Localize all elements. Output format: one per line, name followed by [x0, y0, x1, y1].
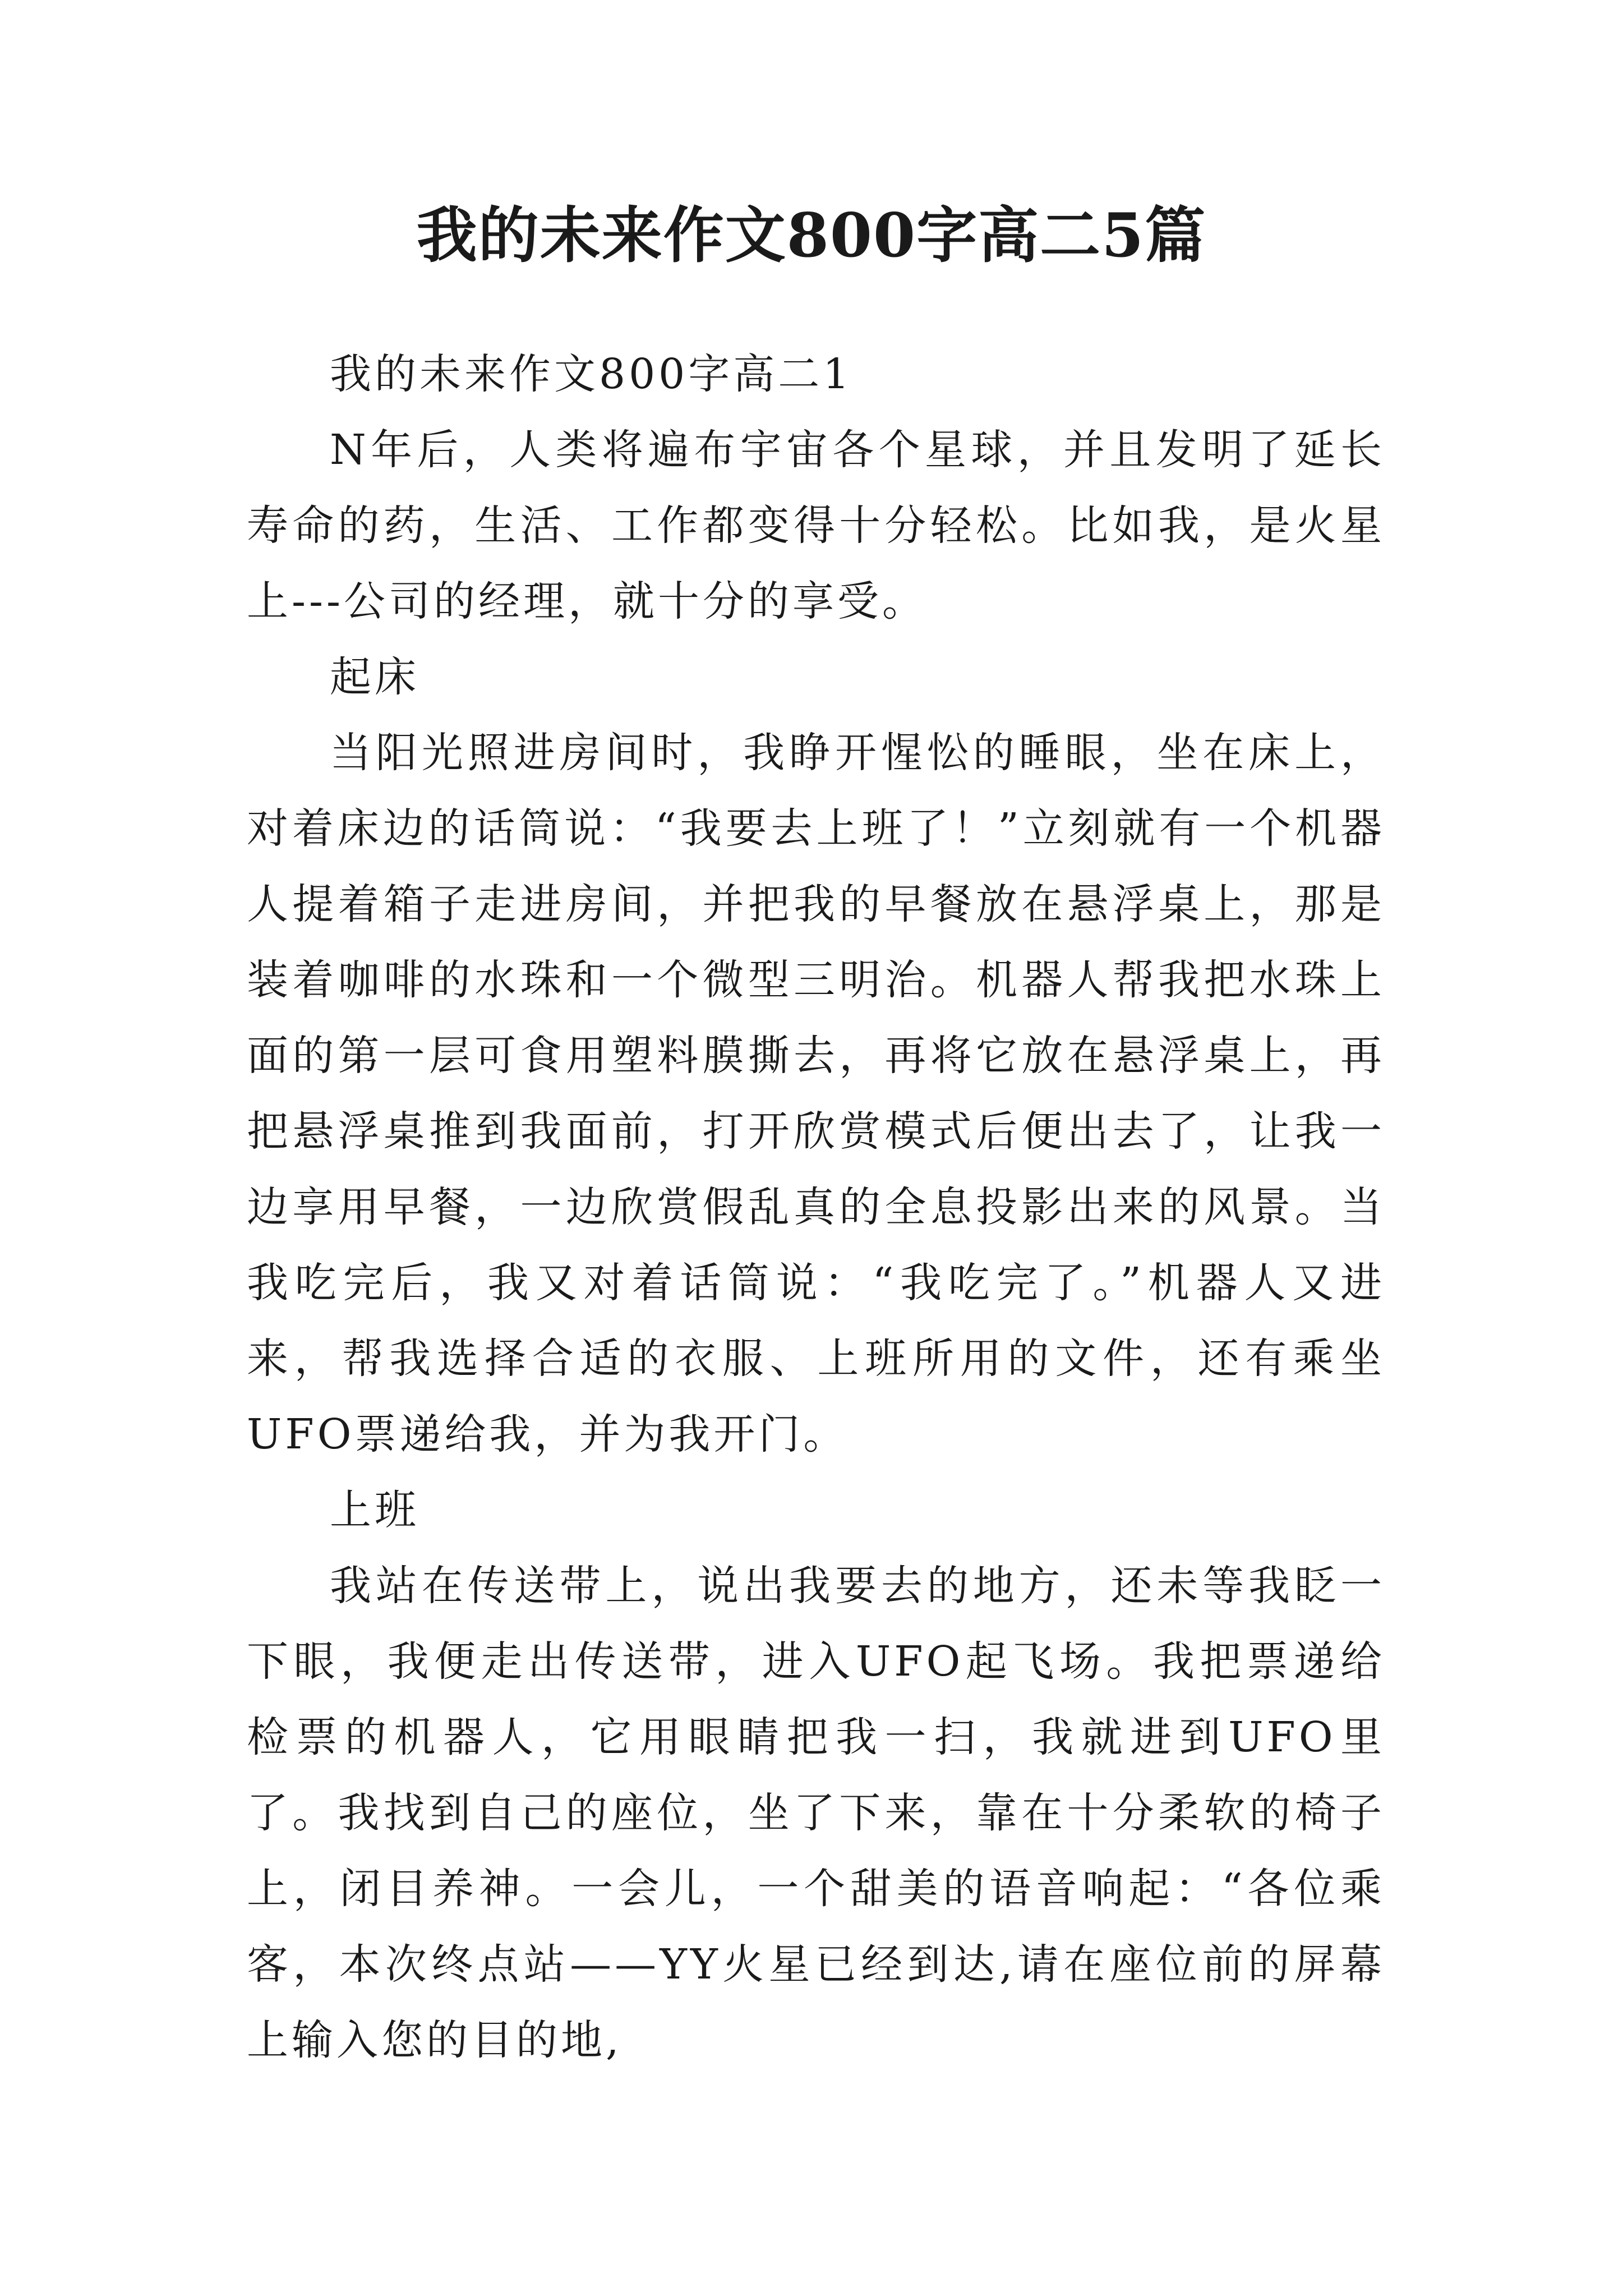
document-body	[247, 337, 1385, 2078]
document-title: 我的未来作文800字高二5篇	[416, 200, 1207, 271]
paragraph-wake-up: 当阳光照进房间时，我睁开惺忪的睡眼，坐在床上，对着床边的话筒说：“我要去上班了！”立刻就有一个机器人提着箱子走进房间，并把我的早餐放在悬浮桌上，那是装着咖啡的水珠和一个微型三明治。机器人帮我把水珠上面的第一层可食用塑料膜撕去，再将它放在悬浮桌上，再把悬浮桌推到我面前，打开欣赏模式后便出去了，让我一边享用早餐，一边欣赏假乱真的全息投影出来的风景。当我吃完后，我又对着话筒说：“我吃完了。”机器人又进来，帮我选择合适的衣服、上班所用的文件，还有乘坐UFO票递给我，并为我开门。	[247, 729, 1385, 1458]
paragraph-intro: N年后，人类将遍布宇宙各个星球，并且发明了延长寿命的药，生活、工作都变得十分轻松。比如我，是火星上---公司的经理，就十分的享受。	[247, 426, 1385, 625]
section-heading-wake-up: 起床	[330, 653, 419, 701]
paragraph-subtitle: 我的未来作文800字高二1	[330, 350, 853, 398]
section-heading-go-to-work: 上班	[330, 1486, 419, 1534]
paragraph-go-to-work: 我站在传送带上，说出我要去的地方，还未等我眨一下眼，我便走出传送带，进入UFO起飞场。我把票递给检票的机器人，它用眼睛把我一扫，我就进到UFO里了。我找到自己的座位，坐了下来，靠在十分柔软的椅子上，闭目养神。一会儿，一个甜美的语音响起：“各位乘客，本次终点站——YY火星已经到达,请在座位前的屏幕上输入您的目的地,	[247, 1562, 1385, 2064]
